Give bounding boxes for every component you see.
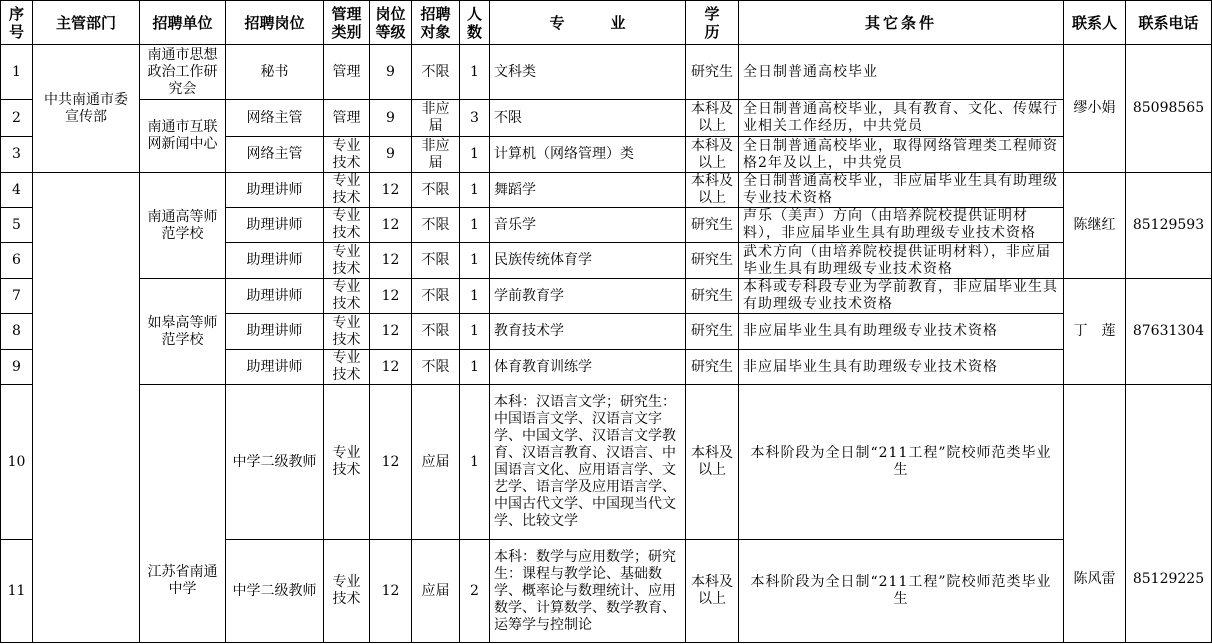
department (33, 173, 140, 643)
contact-person: 缪小娟 (1064, 45, 1126, 173)
header-contact: 联系人 (1064, 1, 1126, 45)
row-number: 8 (1, 314, 33, 350)
contact-phone: 85129593 (1126, 173, 1212, 279)
headcount: 1 (460, 208, 490, 243)
header-education-label: 学历 (704, 4, 720, 41)
row-number: 10 (1, 385, 33, 540)
grade: 12 (370, 243, 412, 279)
headcount: 3 (460, 100, 490, 137)
table-row (1, 279, 1212, 314)
applicant-type: 不限 (412, 243, 460, 279)
headcount: 1 (460, 45, 490, 100)
category: 专业技术 (324, 385, 370, 540)
grade: 9 (370, 45, 412, 100)
requirements: 本科阶段为全日制“211工程”院校师范类毕业生 (739, 385, 1064, 540)
headcount: 1 (460, 279, 490, 314)
grade: 9 (370, 137, 412, 173)
major: 舞蹈学 (490, 173, 686, 208)
major: 文科类 (490, 45, 686, 100)
row-number: 1 (1, 45, 33, 100)
row-number: 7 (1, 279, 33, 314)
major: 学前教育学 (490, 279, 686, 314)
applicant-type: 不限 (412, 208, 460, 243)
header-seq: 序号 (1, 1, 33, 45)
category: 专业技术 (324, 279, 370, 314)
header-dept: 主管部门 (33, 1, 140, 45)
applicant-type: 应届 (412, 385, 460, 540)
contact-person: 陈继红 (1064, 173, 1126, 279)
applicant-type: 应届 (412, 540, 460, 643)
applicant-type: 不限 (412, 314, 460, 350)
header-major-label: 专业 (549, 13, 672, 32)
position: 中学二级教师 (226, 385, 324, 540)
education: 研究生 (686, 350, 739, 385)
contact-phone: 87631304 (1126, 279, 1212, 385)
headcount: 1 (460, 350, 490, 385)
position: 助理讲师 (226, 350, 324, 385)
category: 专业技术 (324, 540, 370, 643)
header-phone: 联系电话 (1126, 1, 1212, 45)
contact-phone: 85129225 (1126, 385, 1212, 643)
employer: 如皋高等师范学校 (140, 279, 226, 385)
header-level: 岗位等级 (370, 1, 412, 45)
requirements: 全日制普通高校毕业，具有教育、文化、传媒行业相关工作经历，中共党员 (739, 100, 1064, 137)
headcount: 1 (460, 243, 490, 279)
grade: 12 (370, 279, 412, 314)
table-row (1, 100, 1212, 137)
category: 专业技术 (324, 208, 370, 243)
position: 秘书 (226, 45, 324, 100)
header-category: 管理类别 (324, 1, 370, 45)
education: 本科及以上 (686, 540, 739, 643)
header-row (1, 1, 1212, 45)
row-number: 4 (1, 173, 33, 208)
table-row (1, 173, 1212, 208)
requirements: 全日制普通高校毕业，非应届毕业生具有助理级专业技术资格 (739, 173, 1064, 208)
employer: 江苏省南通中学 (140, 385, 226, 643)
major: 不限 (490, 100, 686, 137)
position: 助理讲师 (226, 279, 324, 314)
employer: 南通高等师范学校 (140, 173, 226, 279)
major: 民族传统体育学 (490, 243, 686, 279)
position: 助理讲师 (226, 173, 324, 208)
position: 助理讲师 (226, 208, 324, 243)
major: 教育技术学 (490, 314, 686, 350)
requirements: 声乐（美声）方向（由培养院校提供证明材料），非应届毕业生具有助理级专业技术资格 (739, 208, 1064, 243)
header-target: 招聘对象 (412, 1, 460, 45)
position: 网络主管 (226, 100, 324, 137)
header-count: 人数 (460, 1, 490, 45)
position: 助理讲师 (226, 314, 324, 350)
applicant-type: 不限 (412, 173, 460, 208)
grade: 12 (370, 314, 412, 350)
category: 管理 (324, 45, 370, 100)
headcount: 2 (460, 540, 490, 643)
category: 管理 (324, 100, 370, 137)
education: 研究生 (686, 45, 739, 100)
row-number: 11 (1, 540, 33, 643)
applicant-type: 非应届 (412, 137, 460, 173)
requirements: 全日制普通高校毕业，取得网络管理类工程师资格2年及以上，中共党员 (739, 137, 1064, 173)
category: 专业技术 (324, 314, 370, 350)
row-number: 3 (1, 137, 33, 173)
position: 助理讲师 (226, 243, 324, 279)
contact-phone: 85098565 (1126, 45, 1212, 173)
headcount: 1 (460, 314, 490, 350)
row-number: 2 (1, 100, 33, 137)
row-number: 6 (1, 243, 33, 279)
header-unit: 招聘单位 (140, 1, 226, 45)
education: 研究生 (686, 208, 739, 243)
major: 本科：数学与应用数学；研究生：课程与教学论、基础数学、概率论与数理统计、应用数学、计算数学、数学教育、运筹学与控制论 (490, 540, 686, 643)
grade: 9 (370, 100, 412, 137)
education: 研究生 (686, 279, 739, 314)
requirements: 武术方向（由培养院校提供证明材料），非应届毕业生具有助理级专业技术资格 (739, 243, 1064, 279)
headcount: 1 (460, 137, 490, 173)
education: 本科及以上 (686, 137, 739, 173)
major: 计算机（网络管理）类 (490, 137, 686, 173)
header-position: 招聘岗位 (226, 1, 324, 45)
applicant-type: 不限 (412, 279, 460, 314)
requirements: 非应届毕业生具有助理级专业技术资格 (739, 350, 1064, 385)
applicant-type: 非应届 (412, 100, 460, 137)
applicant-type: 不限 (412, 350, 460, 385)
requirements: 本科阶段为全日制“211工程”院校师范类毕业生 (739, 540, 1064, 643)
header-conditions: 其它条件 (739, 1, 1064, 45)
row-number: 5 (1, 208, 33, 243)
department: 中共南通市委宣传部 (33, 45, 140, 173)
position: 网络主管 (226, 137, 324, 173)
position: 中学二级教师 (226, 540, 324, 643)
table-row (1, 45, 1212, 100)
employer: 南通市思想政治工作研究会 (140, 45, 226, 100)
category: 专业技术 (324, 173, 370, 208)
education: 研究生 (686, 243, 739, 279)
header-education (686, 1, 739, 45)
employer: 南通市互联网新闻中心 (140, 100, 226, 173)
headcount: 1 (460, 173, 490, 208)
grade: 12 (370, 173, 412, 208)
grade: 12 (370, 540, 412, 643)
education: 研究生 (686, 314, 739, 350)
major: 体育教育训练学 (490, 350, 686, 385)
education: 本科及以上 (686, 173, 739, 208)
requirements: 本科或专科段专业为学前教育，非应届毕业生具有助理级专业技术资格 (739, 279, 1064, 314)
contact-person: 丁 莲 (1064, 279, 1126, 385)
header-major (490, 1, 686, 45)
requirements: 非应届毕业生具有助理级专业技术资格 (739, 314, 1064, 350)
grade: 12 (370, 208, 412, 243)
education: 本科及以上 (686, 385, 739, 540)
category: 专业技术 (324, 243, 370, 279)
requirements: 全日制普通高校毕业 (739, 45, 1064, 100)
category: 专业技术 (324, 350, 370, 385)
grade: 12 (370, 385, 412, 540)
headcount: 1 (460, 385, 490, 540)
major: 音乐学 (490, 208, 686, 243)
education: 本科及以上 (686, 100, 739, 137)
row-number: 9 (1, 350, 33, 385)
applicant-type: 不限 (412, 45, 460, 100)
table-row (1, 385, 1212, 540)
grade: 12 (370, 350, 412, 385)
category: 专业技术 (324, 137, 370, 173)
contact-person: 陈风雷 (1064, 385, 1126, 643)
major: 本科：汉语言文学；研究生：中国语言文学、汉语言文字学、中国文学、汉语言文学教育、汉语言教育、汉语言、中国语言文化、应用语言学、文艺学、语言学及应用语言学、中国古代文学、中国现当代文学、比较文学 (490, 385, 686, 540)
